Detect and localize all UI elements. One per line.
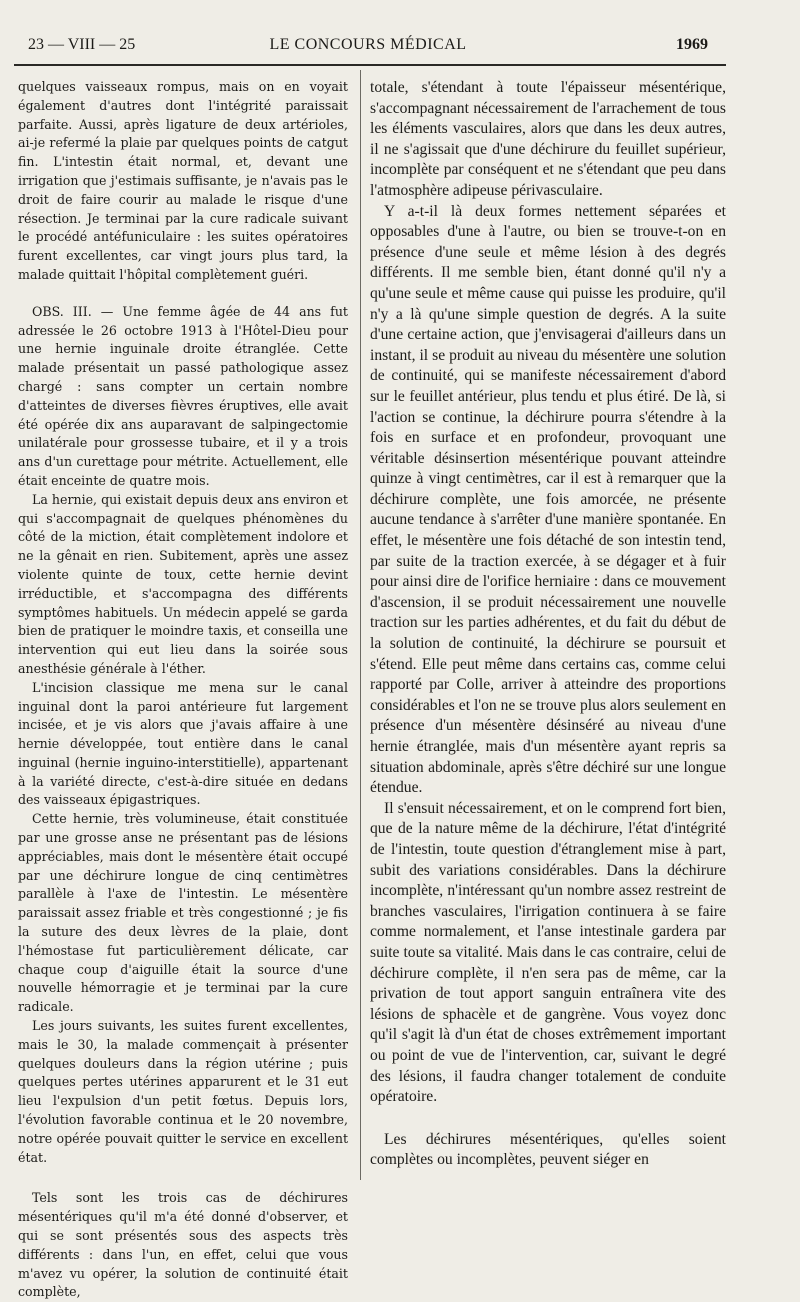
paragraph: Tels sont les trois cas de déchirures mésentériques qu'il m'a été donné d'observer, et qui se sont présentés sous des aspects très différents : dans l'un, en effet, celui que vous m'avez vu opérer, la solution de continuité était complète, (18, 1190, 348, 1300)
paragraph: La hernie, qui existait depuis deux ans environ et qui s'accompagnait de quelques phénomènes du côté de la miction, était complètement indolore et ne la gênait en rien. Subitement, après une assez violente quinte de toux, cette hernie devint irréductible, et s'accompagna des différents symptômes habituels. Un médecin appelé se garda bien de pratiquer le moindre taxis, et conseilla une intervention qui eut lieu dans la soirée sous anesthésie générale à l'éther. (18, 491, 348, 676)
paragraph: quelques vaisseaux rompus, mais on en voyait également d'autres dont l'intégrité paraissait parfaite. Aussi, après ligature de deux artérioles, ai-je refermé la plaie par quelques points de catgut fin. L'intestin était normal, et, devant une irrigation que j'estimais suffisante, je n'avais pas le droit de faire courir au malade le risque d'une résection. Je terminai par la cure radicale suivant le procédé antéfuniculaire : les suites opératoires furent excellentes, car vingt jours plus tard, la malade quittait l'hôpital complètement guéri. (18, 79, 348, 282)
right-column (370, 78, 726, 1171)
page-number: 1969 (676, 36, 708, 53)
paragraph: L'incision classique me mena sur le canal inguinal dont la paroi antérieure fut largement incisée, et je vis alors que j'avais affaire à une hernie développée, tout entière dans le canal inguinal (hernie inguino-interstitielle), appartenant à la variété directe, c'est-à-dire située en dedans des vaisseaux épigastriques. (18, 679, 348, 808)
running-header (28, 36, 708, 60)
paragraph: Il s'ensuit nécessairement, et on le comprend fort bien, que de la nature même de la déchirure, l'état d'intégrité de l'intestin, toute question d'étranglement mise à part, subit des variations considérables. Dans la déchirure incomplète, n'intéressant qu'un nombre assez restreint de branches vasculaires, l'irrigation continuera à se faire comme normalement, et l'anse intestinale gardera par suite toute sa vitalité. Mais dans le cas contraire, celui de déchirure complète, il n'en sera pas de même, car la privation de tout apport sanguin entraînera vite des lésions de sphacèle et de gangrène. Vous voyez donc qu'il s'agit là d'un état de choses extrêmement important ou point de vue de l'intervention, car, suivant le degré des lésions, il faudra changer totalement de conduite opératoire. (370, 799, 726, 1106)
column-divider (360, 70, 361, 1180)
paragraph: Y a-t-il là deux formes nettement séparées et opposables d'une à l'autre, ou bien se trouve-t-on en présence d'une seule et même lésion à des degrés différents. Il me semble bien, étant donné qu'il n'y a qu'une seule et même cause qui puisse les produire, qu'il n'y a là qu'une simple question de degrés. A la suite d'une certaine action, que j'envisagerai d'ailleurs dans un instant, il se produit au niveau du mésentère une solution de continuité, qui se manifeste nécessairement d'abord sur le feuillet antérieur, plus tendu et plus étiré. De là, si l'action se continue, la déchirure pourra s'étendre à la fois en surface et en profondeur, provoquant une véritable désinsertion mésentérique pouvant atteindre quinze à vingt centimètres, car il est à remarquer que la déchirure complète, une fois amorcée, ne présente aucune tendance à s'arrêter d'une manière spontanée. En effet, le mésentère une fois détaché de son intestin tend, par suite de la traction exercée, à se dégager et à fuir pour ainsi dire de l'orifice herniaire : dans ce mouvement d'ascension, il se produit nécessairement une nouvelle traction sur les parties adhérentes, et du fait du début de la solution de continuité, la déchirure se poursuit et s'étend. Elle peut même dans certains cas, comme celui rapporté par Colle, arriver à atteindre des proportions considérables et l'on ne se trouve plus alors seulement en présence d'un mésentère désinséré au niveau d'une hernie étranglée, mais d'un mésentère ayant repris sa situation abdominale, après s'être déchiré sur une longue étendue. (370, 202, 726, 797)
journal-title: LE CONCOURS MÉDICAL (269, 36, 467, 53)
paragraph: Cette hernie, très volumineuse, était constituée par une grosse anse ne présentant pas de lésions appréciables, mais dont le mésentère était occupé par une déchirure longue de cinq centimètres parallèle à l'axe de l'intestin. Le mésentère paraissait assez friable et très congestionné ; je fis la suture des deux lèvres de la plaie, dont l'hémostase fut particulièrement délicate, car chaque coup d'aiguille était la source d'une nouvelle hémorragie et je terminai par la cure radicale. (18, 811, 348, 1015)
paragraph: OBS. III. — Une femme âgée de 44 ans fut adressée le 26 octobre 1913 à l'Hôtel-Dieu pour une hernie inguinale droite étranglée. Cette malade présentait un passé pathologique assez chargé : sans compter un certain nombre d'atteintes de diverses fièvres éruptives, elle avait été opérée dix ans auparavant de salpingectomie unilatérale pour grossesse tubaire, et il y a trois ans d'un curettage pour métrite. Actuellement, elle était enceinte de quatre mois. (18, 303, 348, 488)
header-date: 23 — VIII — 25 (28, 36, 136, 53)
paragraph: Les déchirures mésentériques, qu'elles soient complètes ou incomplètes, peuvent siéger en (370, 1130, 726, 1169)
paragraph: totale, s'étendant à toute l'épaisseur mésentérique, s'accompagnant nécessairement de l'arrachement de tous les éléments vasculaires, alors que dans les deux autres, il ne s'agissait que d'une déchirure du feuillet supérieur, incomplète par conséquent et ne s'étendant que peu dans l'atmosphère adipeuse périvasculaire. (370, 79, 726, 199)
paragraph: Les jours suivants, les suites furent excellentes, mais le 30, la malade commençait à présenter quelques douleurs dans la région utérine ; puis quelques pertes utérines apparurent et le 31 eut lieu l'expulsion d'un petit fœtus. Depuis lors, l'évolution favorable continua et le 20 novembre, notre opérée pouvait quitter le service en excellent état. (18, 1018, 348, 1165)
left-column (18, 78, 348, 1302)
header-rule (14, 64, 726, 66)
